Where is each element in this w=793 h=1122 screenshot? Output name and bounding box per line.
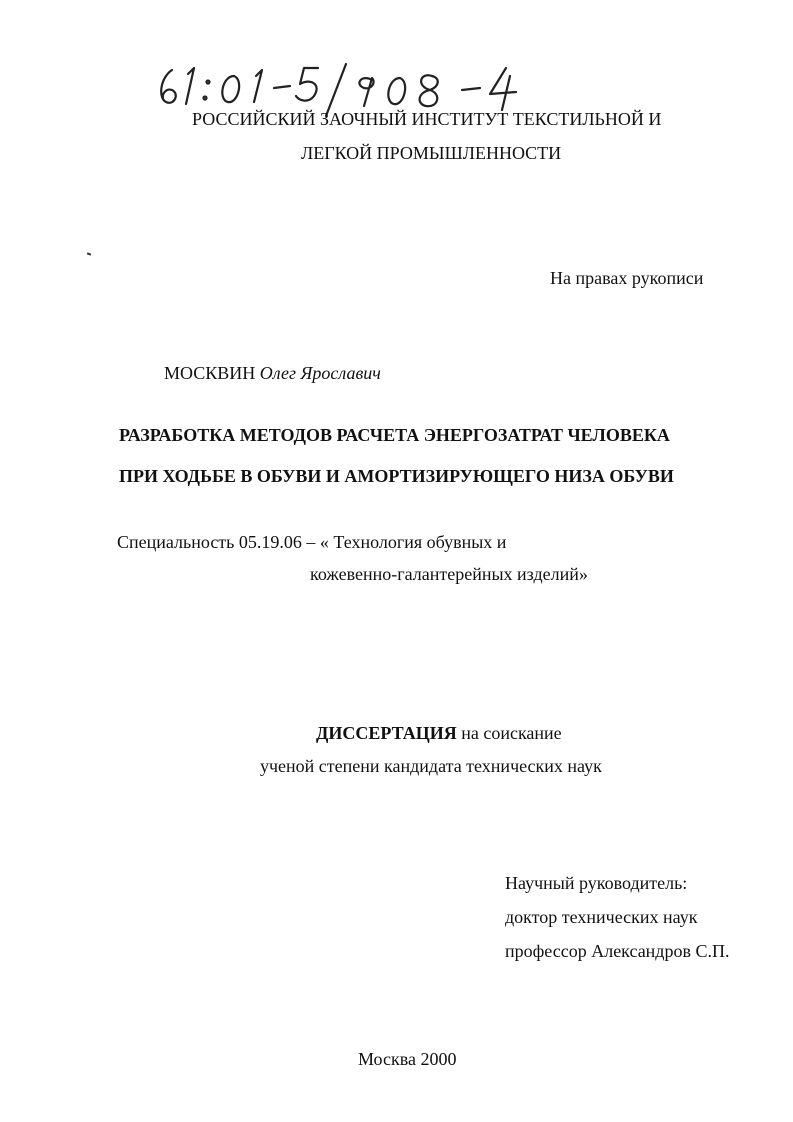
title-line-2: ПРИ ХОДЬБЕ В ОБУВИ И АМОРТИЗИРУЮЩЕГО НИЗА ОБУВИ (119, 466, 674, 486)
dissertation-line-2: ученой степени кандидата технических наук (260, 756, 602, 776)
author-name (164, 362, 381, 384)
dissertation-label: ДИССЕРТАЦИЯ (316, 723, 457, 743)
institution-line-1: РОССИЙСКИЙ ЗАОЧНЫЙ ИНСТИТУТ ТЕКСТИЛЬНОЙ И (192, 109, 662, 129)
city-year: Москва 2000 (358, 1049, 457, 1069)
specialty-line-1: Специальность 05.19.06 – « Технология обувных и (117, 532, 507, 552)
dissertation-line-1 (316, 722, 562, 744)
author-surname: МОСКВИН (164, 363, 256, 383)
supervisor-line-1: Научный руководитель: (505, 873, 688, 893)
specialty-line-2: кожевенно-галантерейных изделий» (310, 564, 588, 584)
dissertation-rest: на соискание (456, 723, 562, 743)
institution-line-2: ЛЕГКОЙ ПРОМЫШЛЕННОСТИ (301, 143, 562, 163)
supervisor-line-2: доктор технических наук (505, 907, 698, 927)
supervisor-line-3: профессор Александров С.П. (505, 941, 730, 961)
author-given-names: Олег Ярославич (259, 363, 381, 383)
rights-note: На правах рукописи (550, 268, 704, 288)
title-line-1: РАЗРАБОТКА МЕТОДОВ РАСЧЕТА ЭНЕРГОЗАТРАТ ЧЕЛОВЕКА (119, 425, 670, 445)
scan-speck (87, 252, 91, 255)
